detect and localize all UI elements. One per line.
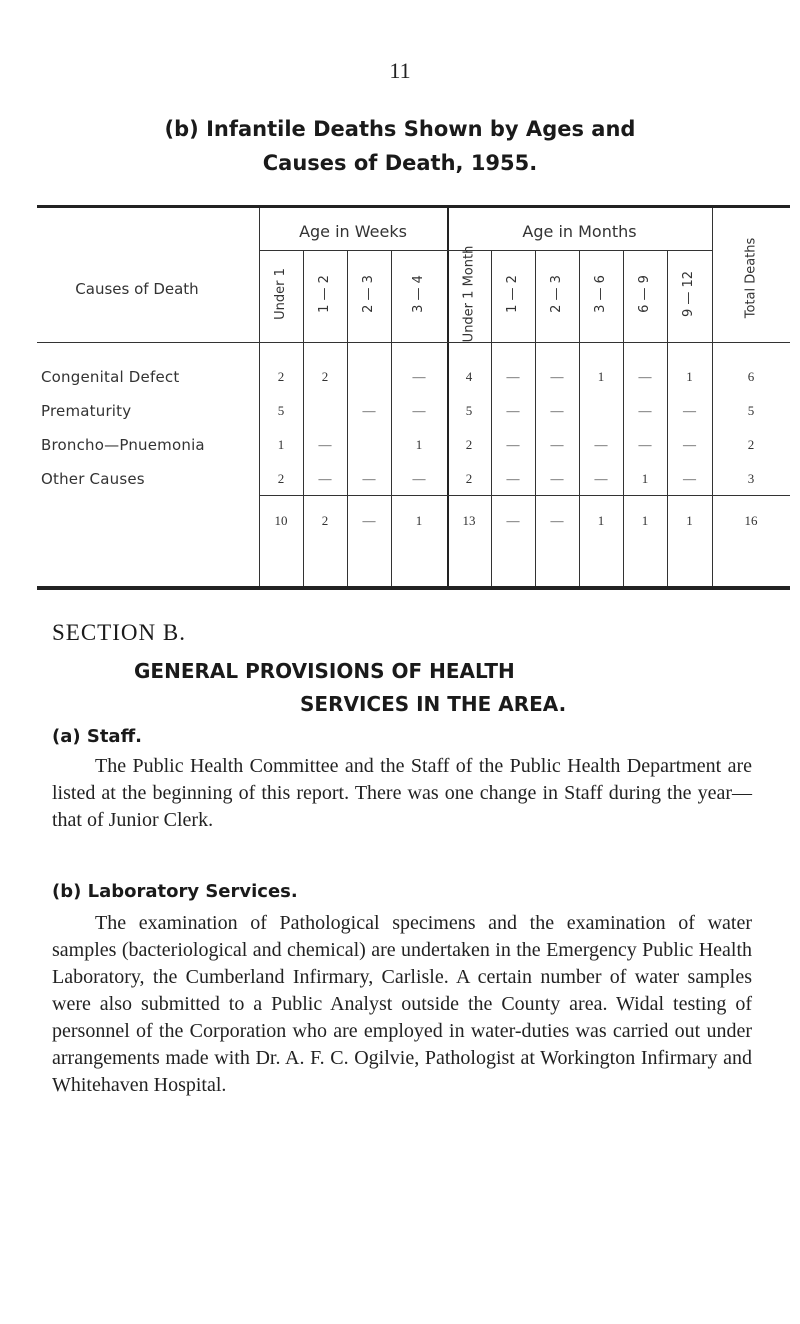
total-cell: 10 <box>274 513 288 528</box>
column-header <box>667 250 712 338</box>
section-heading-line-2: SERVICES IN THE AREA. <box>300 692 567 716</box>
total-cell: 2 <box>321 513 329 528</box>
table-cell: — <box>506 403 520 418</box>
table-cell: 3 <box>747 471 755 486</box>
total-cell: — <box>362 513 376 528</box>
table-cell: — <box>550 471 564 486</box>
total-cell: — <box>550 513 564 528</box>
table-cell: — <box>318 471 332 486</box>
column-header <box>391 250 447 338</box>
section-title: SECTION B. <box>52 620 186 645</box>
infantile-deaths-table <box>37 205 790 590</box>
row-label: Prematurity <box>41 402 132 420</box>
column-header-label: 2 — 3 <box>549 275 564 313</box>
section-heading-line-1: GENERAL PROVISIONS OF HEALTH <box>134 659 515 683</box>
table-cell: — <box>362 471 376 486</box>
column-header-label: Under 1 <box>273 268 289 320</box>
table-cell: 4 <box>465 369 473 384</box>
table-cell: 6 <box>747 369 755 384</box>
total-cell: 13 <box>462 513 476 528</box>
laboratory-paragraph: The examination of Pathological specimens and the examination of water samples (bacteriological and chemical) are undertaken in the Emergency Public Health Laboratory, the Cumberland Infirmary, Carlisle. A certain number of water samples were also submitted to a Public Analyst outside the County area. Widal testing of personnel of the Corporation who are employed in water-duties was carried out under arrangements made with Dr. A. F. C. Ogilvie, Pathologist at Workington Infirmary and Whitehaven Hospital. <box>52 912 752 1096</box>
table-cell: 5 <box>747 403 755 418</box>
table-cell: 5 <box>465 403 473 418</box>
staff-paragraph: The Public Health Committee and the Staff of the Public Health Department are listed at the beginning of this report. There was one change in Staff during the year—that of Junior Clerk. <box>52 755 752 831</box>
table-cell: 2 <box>277 369 285 384</box>
column-header <box>347 250 391 338</box>
column-header-label: 6 — 9 <box>637 275 652 313</box>
column-header <box>712 218 790 338</box>
table-cell: — <box>506 369 520 384</box>
column-header-label: 1 — 2 <box>317 275 332 313</box>
table-cell: — <box>550 437 564 452</box>
column-header-label: 9 — 12 <box>681 270 697 318</box>
row-label: Congenital Defect <box>41 368 180 386</box>
column-header <box>535 250 579 338</box>
table-cell: 1 <box>277 437 285 452</box>
table-cell: — <box>412 403 426 418</box>
table-cell: — <box>638 403 652 418</box>
table-cell: 2 <box>465 437 473 452</box>
row-label: Broncho—Pnuemonia <box>41 436 205 454</box>
column-header <box>447 245 491 343</box>
causes-column-header: Causes of Death <box>75 280 199 298</box>
table-cell: — <box>550 369 564 384</box>
column-header <box>491 250 535 338</box>
column-header <box>623 250 667 338</box>
table-cell: — <box>683 437 696 452</box>
total-cell: 1 <box>686 513 693 528</box>
column-header-label: 1 — 2 <box>505 275 520 313</box>
table-cell: 2 <box>321 369 329 384</box>
table-cell: — <box>638 437 652 452</box>
table-cell: — <box>506 471 520 486</box>
table-cell: — <box>362 403 376 418</box>
totals-rule <box>259 495 790 496</box>
table-cell: 2 <box>465 471 473 486</box>
table-cell: — <box>506 437 520 452</box>
table-cell: 1 <box>686 369 693 384</box>
laboratory-heading: (b) Laboratory Services. <box>52 881 298 902</box>
total-cell: 1 <box>415 513 423 528</box>
page-number: 11 <box>389 58 411 83</box>
total-cell: 16 <box>744 513 758 528</box>
table-cell: — <box>318 437 332 452</box>
table-cell: — <box>412 369 426 384</box>
table-cell: — <box>412 471 426 486</box>
table-cell: 2 <box>277 471 285 486</box>
total-cell: 1 <box>597 513 605 528</box>
header-rule <box>37 342 790 343</box>
column-header <box>579 250 623 338</box>
table-cell: — <box>683 403 696 418</box>
column-header-label: 2 — 3 <box>361 275 376 313</box>
table-cell: — <box>594 471 608 486</box>
table-cell: 2 <box>747 437 755 452</box>
table-cell: — <box>638 369 652 384</box>
table-cell: — <box>594 437 608 452</box>
table-cell: — <box>683 471 696 486</box>
column-header-label: 3 — 4 <box>411 275 426 313</box>
total-cell: 1 <box>641 513 649 528</box>
section-heading <box>52 655 752 721</box>
table-title-line-2: Causes of Death, 1955. <box>262 151 538 175</box>
column-header-label: 3 — 6 <box>593 275 608 313</box>
table-title <box>0 112 800 180</box>
staff-heading: (a) Staff. <box>52 726 142 747</box>
table-title-line-1: (b) Infantile Deaths Shown by Ages and <box>164 117 636 141</box>
column-header <box>303 250 347 338</box>
column-header-label: Under 1 Month <box>461 245 477 343</box>
row-label: Other Causes <box>41 470 145 488</box>
table-cell: 1 <box>415 437 423 452</box>
months-group-header: Age in Months <box>522 222 637 241</box>
column-header-label: Total Deaths <box>743 237 759 319</box>
weeks-group-header: Age in Weeks <box>299 222 407 241</box>
table-cell: 1 <box>597 369 605 384</box>
table-cell: 5 <box>277 403 285 418</box>
column-header <box>259 250 303 338</box>
table-cell: — <box>550 403 564 418</box>
table-cell: 1 <box>641 471 649 486</box>
total-cell: — <box>506 513 520 528</box>
